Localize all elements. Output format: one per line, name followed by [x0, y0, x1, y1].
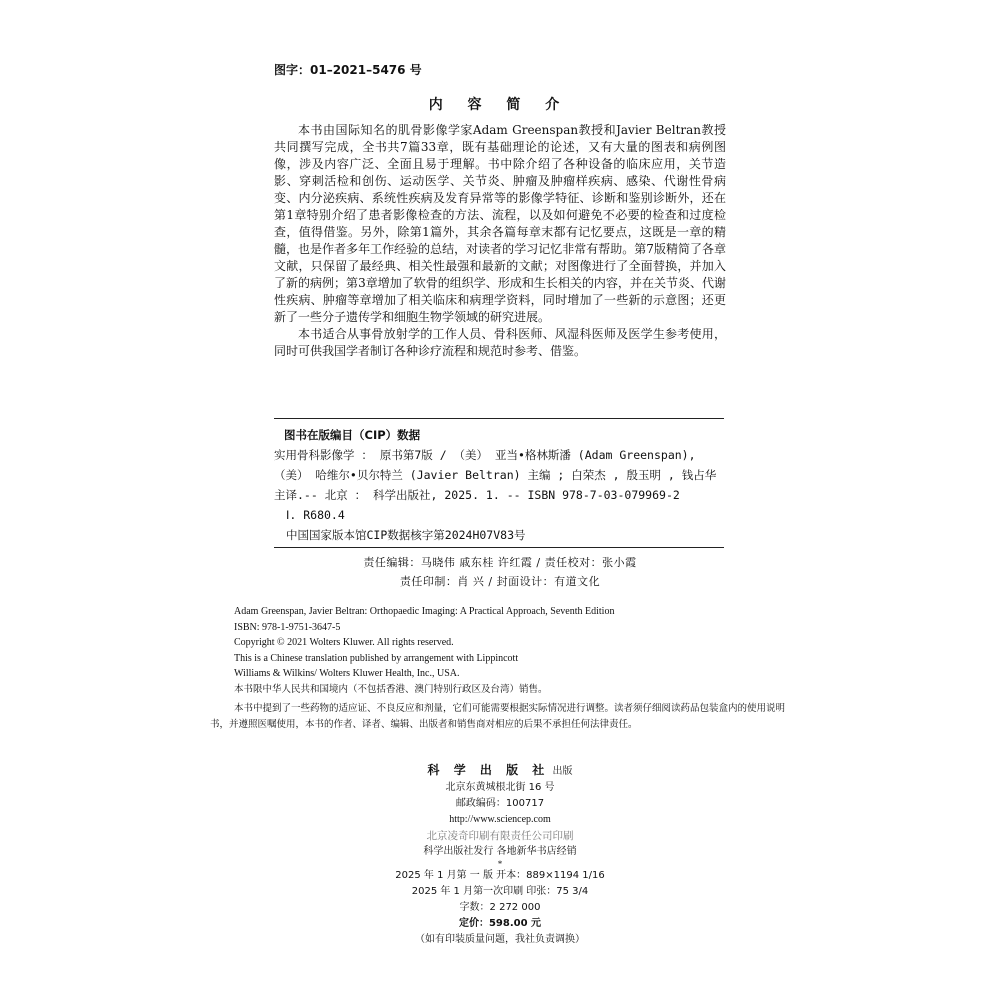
edition-line: 2025 年 1 月第 一 版 开本：889×1194 1/16	[395, 870, 605, 881]
postal-code: 邮政编码：100717	[455, 798, 545, 809]
translation-line: This is a Chinese translation published by arrangement with Lippincott	[234, 652, 519, 664]
summary-paragraph: 本书适合从事骨放射学的工作人员、骨科医师、风湿科医师及医学生参考使用，同时可供我国学者制订各种诊疗流程和规范时参考、借鉴。	[274, 327, 726, 358]
territory-notice: 本书限中华人民共和国境内（不包括香港、澳门特别行政区及台湾）销售。	[234, 683, 548, 695]
cip-data-number: 中国国家版本馆CIP数据核字第2024H07V83号	[286, 528, 526, 542]
printer: 北京凌奇印刷有限责任公司印刷	[426, 830, 574, 842]
price: 定价：598.00 元	[458, 918, 542, 929]
publisher-line	[310, 762, 690, 780]
publisher-suffix: 出版	[549, 766, 573, 777]
cip-line: 实用骨科影像学 ： 原书第7版 / （美） 亚当•格林斯潘 (Adam Greenspan),	[274, 448, 696, 462]
publisher-block	[310, 762, 690, 948]
drug-notice-text: 本书中提到了一些药物的适应证、不良反应和剂量，它们可能需要根据实际情况进行调整。读者须仔细阅读药品包装盒内的使用说明书，并遵照医嘱使用，本书的作者、译者、编辑、出版者和销售商对相应的后果不承担任何法律责任。	[210, 703, 786, 730]
word-count: 字数：2 272 000	[459, 902, 541, 913]
separator-star: *	[497, 859, 503, 869]
cip-bottom-rule	[274, 547, 724, 548]
translation-line: Williams & Wilkins/ Wolters Kluwer Health, Inc., USA.	[234, 668, 460, 679]
publisher-website: http://www.sciencep.com	[449, 814, 551, 825]
registration-number: 图字：01–2021–5476 号	[274, 63, 422, 77]
publisher-name: 科 学 出 版 社	[427, 763, 550, 777]
summary-body	[274, 122, 726, 360]
cip-classification: Ⅰ. R680.4	[286, 508, 345, 522]
publisher-address: 北京东黄城根北街 16 号	[445, 782, 555, 793]
summary-title: 内 容 简 介	[428, 97, 570, 113]
quality-note: （如有印装质量问题，我社负责调换）	[415, 934, 585, 945]
credits-line-production: 责任印制：肖 兴 / 封面设计：有道文化	[399, 575, 601, 588]
original-title: Adam Greenspan, Javier Beltran: Orthopaedic Imaging: A Practical Approach, Seventh Edition	[234, 606, 615, 617]
drug-notice	[210, 701, 790, 733]
cip-record	[274, 445, 726, 545]
cip-title: 图书在版编目（CIP）数据	[284, 428, 421, 442]
cip-line: 主译.-- 北京 ： 科学出版社, 2025. 1. -- ISBN 978-7-03-079969-2	[274, 488, 680, 502]
credits-line-editors: 责任编辑：马晓伟 戚东桂 许红霞 / 责任校对：张小霞	[363, 556, 637, 569]
copyright-line: Copyright © 2021 Wolters Kluwer. All rights reserved.	[234, 637, 454, 648]
copyright-block	[234, 604, 614, 697]
distribution: 科学出版社发行 各地新华书店经销	[423, 846, 577, 857]
original-isbn: ISBN: 978-1-9751-3647-5	[234, 621, 341, 633]
cip-top-rule	[274, 418, 724, 419]
summary-paragraph: 本书由国际知名的肌骨影像学家Adam Greenspan教授和Javier Beltran教授共同撰写完成，全书共7篇33章，既有基础理论的论述，又有大量的图表和病例图像，涉及内容广泛、全面且易于理解。书中除介绍了各种设备的临床应用，关节造影、穿刺活检和创伤、运动医学、关节炎、肿瘤及肿瘤样疾病、感染、代谢性骨病变、内分泌疾病、系统性疾病及发育异常等的影像学特征、诊断和鉴别诊断外，还在第1章特别介绍了患者影像检查的方法、流程，以及如何避免不必要的检查和过度检查，值得借鉴。另外，除第1篇外，其余各篇每章末都有记忆要点，这既是一章的精髓，也是作者多年工作经验的总结，对读者的学习记忆非常有帮助。第7版精简了各章文献，只保留了最经典、相关性最强和最新的文献；对图像进行了全面替换，并加入了新的病例；第3章增加了软骨的组织学、形成和生长相关的内容，并在关节炎、代谢性疾病、肿瘤等章增加了相关临床和病理学资料，同时增加了一些新的示意图；还更新了一些分子遗传学和细胞生物学领域的研究进展。	[274, 123, 726, 324]
cip-line: （美） 哈维尔•贝尔特兰 (Javier Beltran) 主编 ; 白荣杰 , 殷玉明 , 钱占华	[274, 468, 717, 482]
editorial-credits	[274, 553, 726, 591]
printing-line: 2025 年 1 月第一次印刷 印张：75 3/4	[411, 886, 589, 897]
